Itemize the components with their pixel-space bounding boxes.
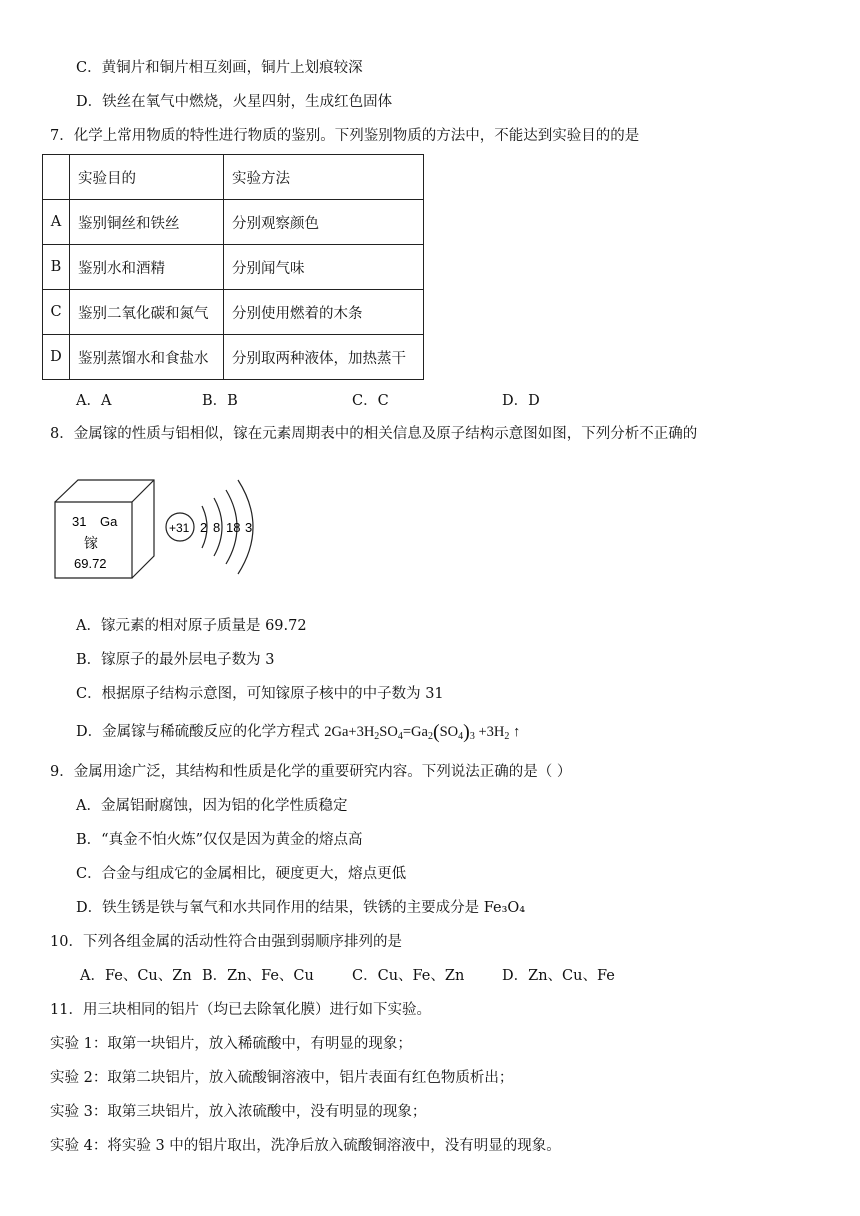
table-row [43,335,424,380]
element-mass: 69.72 [74,556,107,571]
table-row [43,245,424,290]
q10-option-a: A．Fe、Cu、Zn [80,968,192,984]
q11-experiment-3: 实验 3：取第三块铝片，放入浓硫酸中，没有明显的现象； [50,1104,427,1120]
gallium-figure [50,470,270,600]
q7-option-b: B．B [202,393,238,409]
q8-option-d-prefix: D．金属镓与稀硫酸反应的化学方程式 [76,724,325,740]
element-number: 31 [72,514,87,529]
q8-option-b: B．镓原子的最外层电子数为 3 [76,652,275,668]
shell-2-electrons: 8 [213,520,221,535]
row-method: 分别闻气味 [224,245,424,290]
shell-4-electrons: 3 [245,520,253,535]
q7-table [42,154,424,380]
q6-option-d: D．铁丝在氧气中燃烧，火星四射，生成红色固体 [76,94,393,110]
shell-3-electrons: 18 [226,520,241,535]
table-row [43,290,424,335]
row-purpose: 鉴别铜丝和铁丝 [70,200,224,245]
q9-stem: 9．金属用途广泛，其结构和性质是化学的重要研究内容。下列说法正确的是（ ） [50,764,572,780]
row-key: A [43,200,70,245]
row-key: C [43,290,70,335]
q10-option-d: D．Zn、Cu、Fe [502,968,615,984]
element-symbol: Ga [100,514,118,529]
q9-option-c: C．合金与组成它的金属相比，硬度更大，熔点更低 [76,866,407,882]
q8-option-a: A．镓元素的相对原子质量是 69.72 [76,618,307,634]
shell-1-electrons: 2 [200,520,208,535]
chemical-equation: $2Ga+3H_2SO_4=Ga_2(SO_4)_3 +3H_2$ ↑ [324,721,521,743]
q10-stem: 10．下列各组金属的活动性符合由强到弱顺序排列的是 [50,934,402,950]
table-cell [43,155,70,200]
q9-option-b: B．“真金不怕火炼”仅仅是因为黄金的熔点高 [76,832,363,848]
table-row [43,200,424,245]
q9-option-d: D．铁生锈是铁与氧气和水共同作用的结果，铁锈的主要成分是 Fe₃O₄ [76,900,526,916]
table-header-row [43,155,424,200]
table-header-purpose: 实验目的 [70,155,224,200]
row-key: D [43,335,70,380]
row-purpose: 鉴别二氧化碳和氮气 [70,290,224,335]
row-key: B [43,245,70,290]
row-purpose: 鉴别水和酒精 [70,245,224,290]
q7-stem: 7．化学上常用物质的特性进行物质的鉴别。下列鉴别物质的方法中，不能达到实验目的的是 [50,128,640,144]
q7-option-c: C．C [352,393,389,409]
q11-experiment-1: 实验 1：取第一块铝片，放入稀硫酸中，有明显的现象； [50,1036,412,1052]
q10-option-b: B．Zn、Fe、Cu [202,968,314,984]
q11-experiment-2: 实验 2：取第二块铝片，放入硫酸铜溶液中，铝片表面有红色物质析出； [50,1070,514,1086]
element-name: 镓 [84,536,98,552]
q11-stem: 11．用三块相同的铝片（均已去除氧化膜）进行如下实验。 [50,1002,431,1018]
q8-option-c: C．根据原子结构示意图，可知镓原子核中的中子数为 31 [76,686,444,702]
q8-stem: 8．金属镓的性质与铝相似，镓在元素周期表中的相关信息及原子结构示意图如图，下列分析不正确的 [50,426,698,442]
q8-option-d [76,722,520,747]
row-purpose: 鉴别蒸馏水和食盐水 [70,335,224,380]
q9-option-a: A．金属铝耐腐蚀，因为铝的化学性质稳定 [76,798,348,814]
nucleus-charge: +31 [169,521,190,535]
q7-option-d: D．D [502,393,540,409]
q6-option-c: C．黄铜片和铜片相互刻画，铜片上划痕较深 [76,60,363,76]
row-method: 分别使用燃着的木条 [224,290,424,335]
row-method: 分别取两种液体，加热蒸干 [224,335,424,380]
q10-option-c: C．Cu、Fe、Zn [352,968,465,984]
row-method: 分别观察颜色 [224,200,424,245]
table-header-method: 实验方法 [224,155,424,200]
q11-experiment-4: 实验 4：将实验 3 中的铝片取出，洗净后放入硫酸铜溶液中，没有明显的现象。 [50,1138,561,1154]
q7-option-a: A．A [76,393,112,409]
